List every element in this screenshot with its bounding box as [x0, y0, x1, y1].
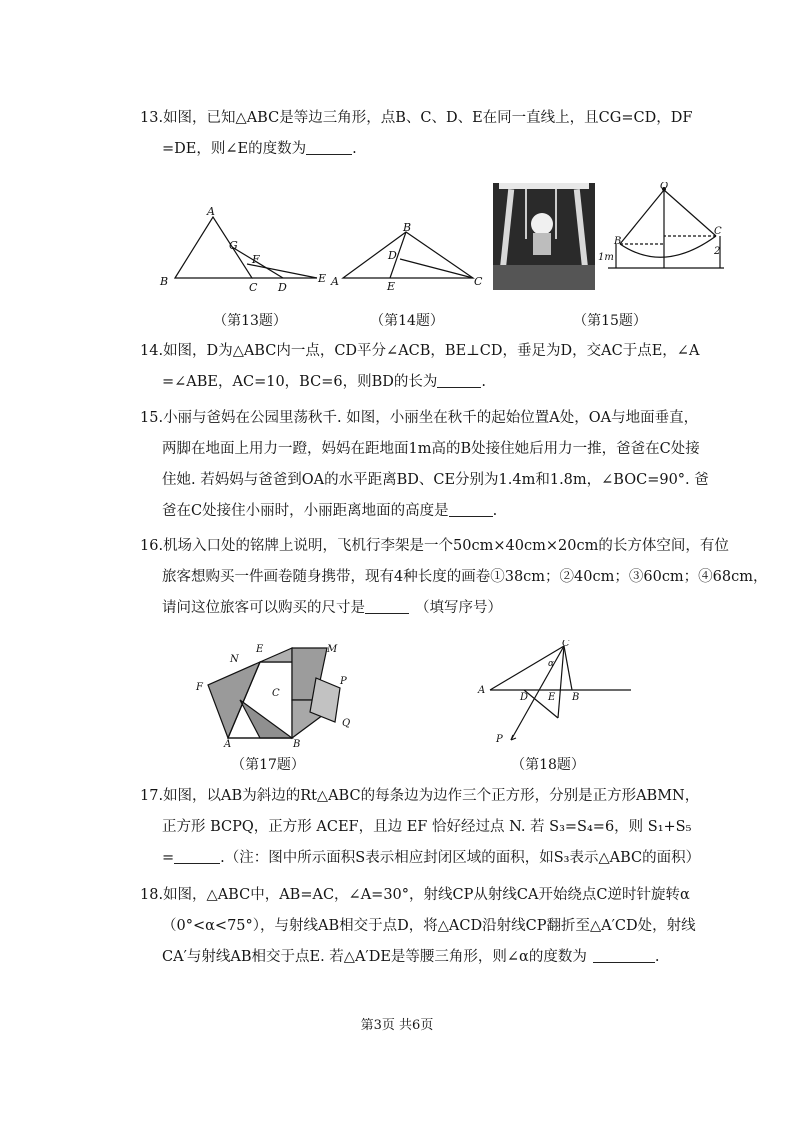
- label-1m: 1m: [598, 252, 614, 263]
- question-text: 爸在C处接住小丽时，小丽距离地面的高度是: [162, 503, 449, 519]
- label-E: E: [387, 280, 396, 293]
- question-text: =DE，则∠E的度数为: [162, 141, 307, 157]
- question-number: 15.: [140, 410, 164, 426]
- label-F: F: [252, 253, 260, 266]
- label-M: M: [327, 644, 338, 655]
- figure-13-caption: （第13题）: [213, 313, 287, 329]
- question-text: 住她. 若妈妈与爸爸到OA的水平距离BD、CE分别为1.4m和1.8m，∠BOC=90°. 爸: [162, 472, 709, 488]
- answer-blank[interactable]: [449, 500, 493, 517]
- label-E: E: [256, 644, 264, 655]
- label-D: D: [278, 281, 287, 294]
- answer-blank[interactable]: [593, 946, 655, 963]
- figure-15: [598, 182, 728, 278]
- label-D: D: [520, 692, 529, 703]
- answer-blank[interactable]: [174, 847, 220, 864]
- figure-17: [190, 640, 365, 748]
- question-text: CA′与射线AB相交于点E. 若△A′DE是等腰三角形，则∠α的度数为: [162, 949, 587, 965]
- label-C: C: [272, 688, 280, 699]
- question-text: 旅客想购买一件画卷随身携带，现有4种长度的画卷①38cm；②40cm；③60cm；④68cm，: [162, 569, 768, 585]
- figure-17-caption: （第17题）: [231, 757, 305, 773]
- question-18: 18.如图，△ABC中，AB=AC，∠A=30°，射线CP从射线CA开始绕点C逆时针旋转α （0°<α<75°），与射线AB相交于点D，将△ACD沿射线CP翻折至△A′CD处，射线 CA′与射线AB相交于点E. 若△A′DE是等腰三角形，则∠α的度数为 .: [140, 880, 740, 973]
- label-B: B: [614, 236, 622, 247]
- label-B: B: [572, 692, 580, 703]
- question-text: 两脚在地面上用力一蹬，妈妈在距地面1m高的B处接住她后用力一推，爸爸在C处接: [162, 441, 700, 457]
- page-footer: 第3页 共6页: [360, 1018, 434, 1033]
- question-number: 17.: [140, 788, 164, 804]
- label-alpha: α: [548, 659, 555, 669]
- question-15: 15.小丽与爸妈在公园里荡秋千. 如图，小丽坐在秋千的起始位置A处，OA与地面垂直， 两脚在地面上用力一蹬，妈妈在距地面1m高的B处接住她后用力一推，爸爸在C处接 住她. 若妈妈与爸爸到OA的水平距离BD、CE分别为1.4m和1.8m，∠BOC=90°. 爸 爸在C处接住小丽时，小丽距离地面的高度是 .: [140, 403, 740, 527]
- question-text: 如图，已知△ABC是等边三角形，点B、C、D、E在同一直线上，且CG=CD，DF: [163, 110, 693, 126]
- label-B: B: [160, 275, 169, 288]
- figure-18: [476, 640, 638, 748]
- label-B: B: [293, 739, 301, 748]
- answer-blank[interactable]: [306, 138, 352, 155]
- label-D: D: [388, 249, 397, 262]
- label-N: N: [230, 654, 239, 665]
- label-O: O: [660, 182, 669, 192]
- question-text: 机场入口处的铭牌上说明，飞机行李架是一个50cm×40cm×20cm的长方体空间，有位: [163, 538, 729, 554]
- label-C: C: [562, 640, 570, 649]
- question-text: =∠ABE，AC=10，BC=6，则BD的长为: [162, 374, 438, 390]
- question-text: 如图，以AB为斜边的Rt△ABC的每条边为边作三个正方形，分别是正方形ABMN，: [163, 788, 700, 804]
- question-text: （0°<α<75°），与射线AB相交于点D，将△ACD沿射线CP翻折至△A′CD处，射线: [162, 918, 696, 934]
- question-17: 17.如图，以AB为斜边的Rt△ABC的每条边为边作三个正方形，分别是正方形ABMN， 正方形 BCPQ，正方形 ACEF，且边 EF 恰好经过点 N. 若 S₃=S₄=6，则 S₁+S₅ = .（注：图中所示面积S表示相应封闭区域的面积，如S₃表示△ABC的面积）: [140, 781, 740, 874]
- question-text: 请问这位旅客可以购买的尺寸是: [162, 600, 365, 616]
- question-text: 正方形 BCPQ，正方形 ACEF，且边 EF 恰好经过点 N. 若 S₃=S₄=6，则 S₁+S₅: [162, 819, 692, 835]
- swing-photo: [493, 183, 595, 290]
- label-C: C: [474, 275, 483, 288]
- label-A: A: [331, 275, 339, 288]
- label-G: G: [229, 239, 238, 252]
- answer-blank[interactable]: [365, 597, 409, 614]
- label-P: P: [496, 734, 503, 745]
- figure-14-caption: （第14题）: [370, 313, 444, 329]
- label-A: A: [207, 205, 215, 218]
- figure-13: [155, 205, 340, 295]
- question-number: 14.: [140, 343, 164, 359]
- question-number: 16.: [140, 538, 164, 554]
- figure-18-caption: （第18题）: [511, 757, 585, 773]
- question-number: 18.: [140, 887, 164, 903]
- question-text: 如图，D为△ABC内一点，CD平分∠ACB，BE⊥CD，垂足为D，交AC于点E，∠A: [163, 343, 700, 359]
- label-B: B: [403, 222, 412, 234]
- question-text: .（注：图中所示面积S表示相应封闭区域的面积，如S₃表示△ABC的面积）: [220, 850, 701, 866]
- question-14: 14.如图，D为△ABC内一点，CD平分∠ACB，BE⊥CD，垂足为D，交AC于点E，∠A =∠ABE，AC=10，BC=6，则BD的长为 .: [140, 336, 740, 398]
- label-P: P: [340, 676, 347, 687]
- question-text: 如图，△ABC中，AB=AC，∠A=30°，射线CP从射线CA开始绕点C逆时针旋转α: [163, 887, 690, 903]
- label-C: C: [249, 281, 258, 294]
- question-16: 16.机场入口处的铭牌上说明，飞机行李架是一个50cm×40cm×20cm的长方体空间，有位 旅客想购买一件画卷随身携带，现有4种长度的画卷①38cm；②40cm；③60cm；④68cm， 请问这位旅客可以购买的尺寸是 （填写序号）: [140, 531, 740, 624]
- answer-blank[interactable]: [437, 371, 481, 388]
- figure-15-caption: （第15题）: [573, 313, 647, 329]
- label-Q: Q: [342, 718, 351, 729]
- label-C: C: [714, 226, 722, 237]
- question-text: 小丽与爸妈在公园里荡秋千. 如图，小丽坐在秋千的起始位置A处，OA与地面垂直，: [163, 410, 699, 426]
- label-A: A: [478, 685, 486, 696]
- question-number: 13.: [140, 110, 164, 126]
- label-2: 2: [714, 246, 721, 257]
- label-E: E: [318, 272, 327, 285]
- label-E: E: [548, 692, 556, 703]
- label-A: A: [224, 739, 232, 748]
- question-13: 13.如图，已知△ABC是等边三角形，点B、C、D、E在同一直线上，且CG=CD，DF =DE，则∠E的度数为 .: [140, 103, 740, 165]
- label-F: F: [196, 682, 203, 693]
- figure-14: [328, 222, 488, 294]
